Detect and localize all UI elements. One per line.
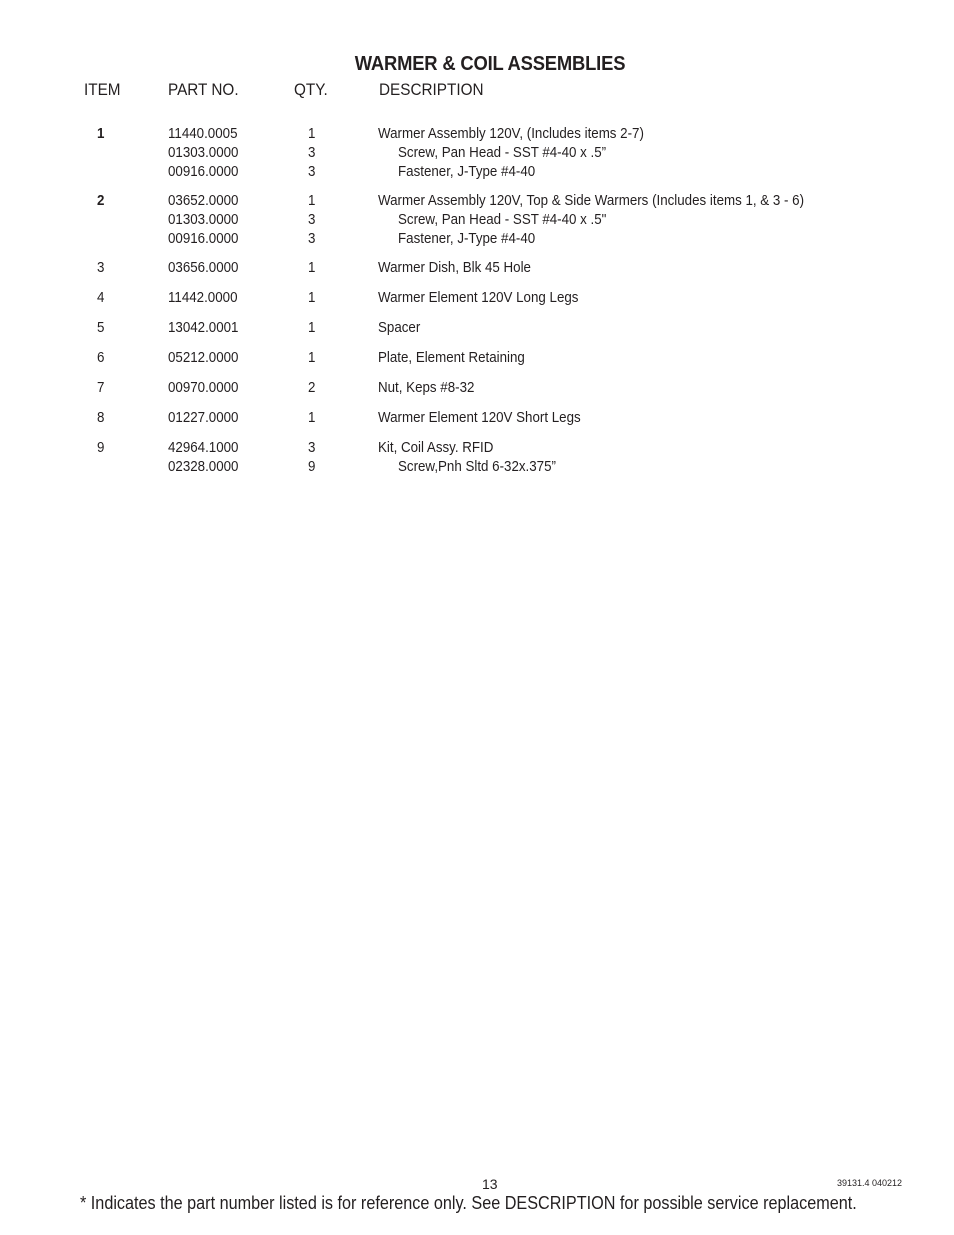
row-part-no: 02328.0000	[168, 459, 239, 475]
page-title: WARMER & COIL ASSEMBLIES	[354, 53, 626, 75]
row-description: Warmer Assembly 120V, (Includes items 2-7)	[378, 126, 644, 142]
row-qty: 1	[308, 320, 316, 336]
row-description: Fastener, J-Type #4-40	[398, 231, 536, 247]
row-item: 9	[97, 440, 105, 456]
row-qty: 3	[308, 440, 316, 456]
row-part-no: 01227.0000	[168, 410, 239, 426]
header-description: DESCRIPTION	[379, 80, 484, 99]
row-qty: 9	[308, 459, 316, 475]
row-part-no: 00916.0000	[168, 231, 239, 247]
parts-table	[0, 0, 954, 520]
row-part-no: 03656.0000	[168, 260, 239, 276]
row-qty: 1	[308, 260, 316, 276]
row-qty: 1	[308, 126, 316, 142]
row-qty: 1	[308, 350, 316, 366]
row-part-no: 01303.0000	[168, 212, 239, 228]
row-description: Warmer Element 120V Short Legs	[378, 410, 581, 426]
row-description: Warmer Assembly 120V, Top & Side Warmers (Includes items 1, & 3 - 6)	[378, 193, 805, 209]
page-number: 13	[482, 1176, 498, 1192]
row-item: 2	[97, 193, 105, 209]
header-part-no: PART NO.	[168, 80, 239, 99]
row-part-no: 11442.0000	[168, 290, 238, 306]
row-description: Spacer	[378, 320, 421, 336]
row-part-no: 03652.0000	[168, 193, 239, 209]
row-item: 4	[97, 290, 105, 306]
row-qty: 3	[308, 212, 316, 228]
row-description: Screw,Pnh Sltd 6-32x.375”	[398, 459, 556, 475]
header-qty: QTY.	[294, 80, 328, 99]
footnote: * Indicates the part number listed is for reference only. See DESCRIPTION for possible service replacement.	[80, 1193, 857, 1213]
row-part-no: 00916.0000	[168, 164, 239, 180]
row-description: Screw, Pan Head - SST #4-40 x .5"	[398, 212, 607, 228]
row-qty: 1	[308, 410, 316, 426]
row-description: Warmer Element 120V Long Legs	[378, 290, 579, 306]
row-part-no: 13042.0001	[168, 320, 239, 336]
row-qty: 1	[308, 290, 316, 306]
row-description: Nut, Keps #8-32	[378, 380, 475, 396]
document-code: 39131.4 040212	[837, 1178, 903, 1188]
row-part-no: 01303.0000	[168, 145, 239, 161]
row-description: Warmer Dish, Blk 45 Hole	[378, 260, 531, 276]
row-description: Screw, Pan Head - SST #4-40 x .5”	[398, 145, 607, 161]
row-item: 1	[97, 126, 105, 142]
row-part-no: 42964.1000	[168, 440, 239, 456]
row-description: Fastener, J-Type #4-40	[398, 164, 536, 180]
row-item: 5	[97, 320, 105, 336]
row-part-no: 05212.0000	[168, 350, 239, 366]
row-item: 8	[97, 410, 105, 426]
row-qty: 3	[308, 145, 316, 161]
row-qty: 2	[308, 380, 316, 396]
row-item: 6	[97, 350, 105, 366]
row-item: 3	[97, 260, 105, 276]
row-qty: 3	[308, 164, 316, 180]
row-part-no: 00970.0000	[168, 380, 239, 396]
row-qty: 3	[308, 231, 316, 247]
header-item: ITEM	[84, 80, 121, 99]
row-description: Plate, Element Retaining	[378, 350, 525, 366]
row-part-no: 11440.0005	[168, 126, 238, 142]
row-qty: 1	[308, 193, 316, 209]
row-description: Kit, Coil Assy. RFID	[378, 440, 494, 456]
row-item: 7	[97, 380, 105, 396]
